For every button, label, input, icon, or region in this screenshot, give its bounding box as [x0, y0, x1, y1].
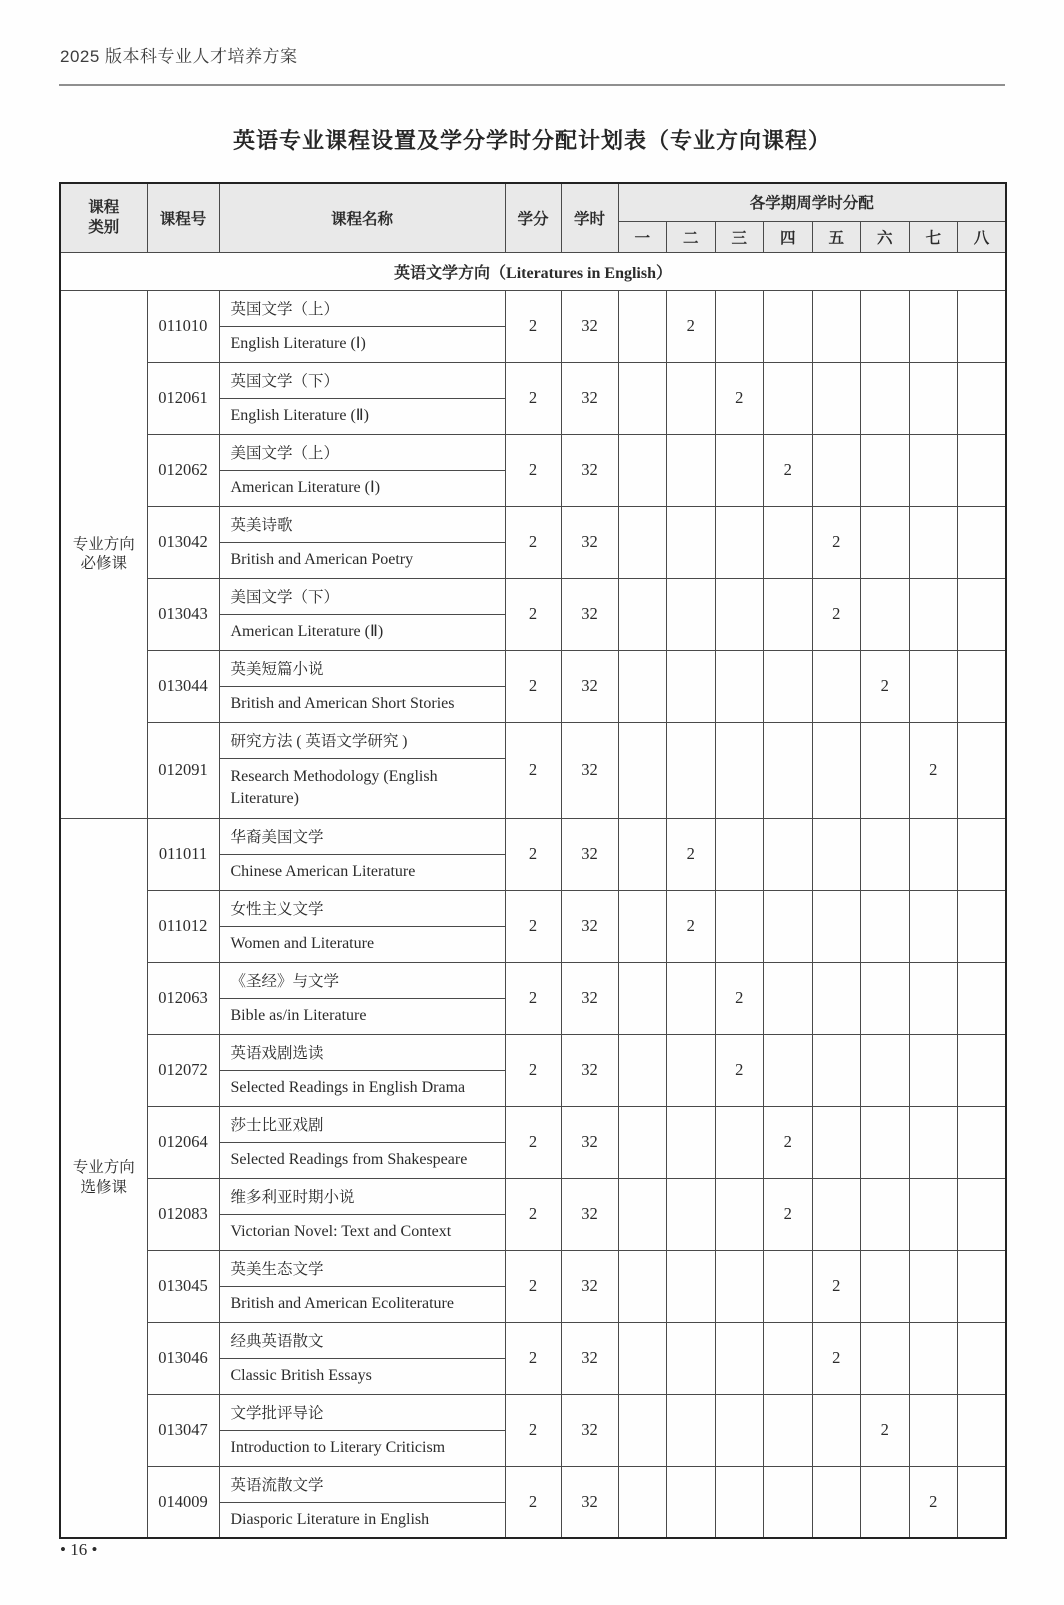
- semester-cell-7: [909, 362, 958, 434]
- table-row: [60, 1322, 1006, 1358]
- credits-cell: 2: [505, 962, 561, 1034]
- credits-cell: 2: [505, 1322, 561, 1394]
- semester-cell-3: [715, 1106, 764, 1178]
- course-code: 013044: [147, 650, 219, 722]
- col-header-sem-3: 三: [715, 221, 764, 252]
- course-name-zh: 美国文学（上）: [219, 434, 505, 470]
- hours-cell: 32: [561, 818, 618, 890]
- semester-cell-6: [861, 1178, 910, 1250]
- semester-cell-6: [861, 290, 910, 362]
- semester-cell-4: 2: [764, 434, 813, 506]
- semester-cell-2: [667, 434, 716, 506]
- credits-cell: 2: [505, 362, 561, 434]
- semester-cell-1: [618, 1034, 667, 1106]
- credits-cell: 2: [505, 1106, 561, 1178]
- course-code: 011011: [147, 818, 219, 890]
- col-header-sem-5: 五: [812, 221, 861, 252]
- course-name-en: British and American Short Stories: [219, 686, 505, 722]
- hours-cell: 32: [561, 1322, 618, 1394]
- semester-cell-6: [861, 722, 910, 818]
- credits-cell: 2: [505, 290, 561, 362]
- credits-cell: 2: [505, 818, 561, 890]
- semester-cell-2: 2: [667, 290, 716, 362]
- semester-cell-7: [909, 890, 958, 962]
- page-title: 英语专业课程设置及学分学时分配计划表（专业方向课程）: [232, 128, 831, 153]
- table-row: [60, 1178, 1006, 1214]
- semester-cell-7: [909, 818, 958, 890]
- semester-cell-2: [667, 1394, 716, 1466]
- course-name-zh: 女性主义文学: [219, 890, 505, 926]
- semester-cell-2: [667, 962, 716, 1034]
- hours-cell: 32: [561, 1034, 618, 1106]
- course-name-zh: 文学批评导论: [219, 1394, 505, 1430]
- hours-cell: 32: [561, 1106, 618, 1178]
- semester-cell-2: [667, 650, 716, 722]
- table-row: [60, 290, 1006, 326]
- semester-cell-8: [958, 506, 1007, 578]
- semester-cell-2: [667, 362, 716, 434]
- semester-cell-8: [958, 1250, 1007, 1322]
- course-code: 013046: [147, 1322, 219, 1394]
- semester-cell-5: [812, 290, 861, 362]
- semester-cell-4: [764, 1322, 813, 1394]
- course-code: 012061: [147, 362, 219, 434]
- semester-cell-8: [958, 890, 1007, 962]
- col-header-category: [60, 183, 147, 252]
- semester-cell-8: [958, 578, 1007, 650]
- semester-cell-2: [667, 506, 716, 578]
- semester-cell-4: [764, 962, 813, 1034]
- direction-row: [60, 252, 1006, 290]
- col-header-category-line1: 课程: [88, 199, 120, 217]
- semester-cell-2: [667, 1466, 716, 1538]
- semester-cell-5: [812, 722, 861, 818]
- course-code: 012064: [147, 1106, 219, 1178]
- col-header-sem-8: 八: [958, 221, 1007, 252]
- course-code: 012062: [147, 434, 219, 506]
- table-row: [60, 1106, 1006, 1142]
- table-row: [60, 362, 1006, 398]
- credits-cell: 2: [505, 1034, 561, 1106]
- credits-cell: 2: [505, 578, 561, 650]
- semester-cell-4: [764, 1034, 813, 1106]
- semester-cell-3: [715, 1178, 764, 1250]
- semester-cell-5: [812, 1466, 861, 1538]
- semester-cell-5: [812, 818, 861, 890]
- semester-cell-7: [909, 1250, 958, 1322]
- credits-cell: 2: [505, 1178, 561, 1250]
- course-name-zh: 英国文学（下）: [219, 362, 505, 398]
- hours-cell: 32: [561, 890, 618, 962]
- semester-cell-4: 2: [764, 1178, 813, 1250]
- hours-cell: 32: [561, 290, 618, 362]
- semester-cell-7: [909, 1322, 958, 1394]
- credits-cell: 2: [505, 1466, 561, 1538]
- semester-cell-3: [715, 434, 764, 506]
- semester-cell-6: 2: [861, 1394, 910, 1466]
- course-name-zh: 华裔美国文学: [219, 818, 505, 854]
- course-code: 011010: [147, 290, 219, 362]
- semester-cell-5: [812, 362, 861, 434]
- course-name-en: Bible as/in Literature: [219, 998, 505, 1034]
- semester-cell-3: 2: [715, 362, 764, 434]
- credits-cell: 2: [505, 650, 561, 722]
- semester-cell-1: [618, 578, 667, 650]
- semester-cell-8: [958, 650, 1007, 722]
- credits-cell: 2: [505, 506, 561, 578]
- course-name-en: American Literature (Ⅱ): [219, 614, 505, 650]
- course-name-en: American Literature (Ⅰ): [219, 470, 505, 506]
- course-name-zh: 美国文学（下）: [219, 578, 505, 614]
- semester-cell-4: [764, 506, 813, 578]
- semester-cell-8: [958, 1178, 1007, 1250]
- semester-cell-2: [667, 1178, 716, 1250]
- table-row: [60, 1034, 1006, 1070]
- table-row: [60, 818, 1006, 854]
- semester-cell-3: [715, 818, 764, 890]
- semester-cell-2: [667, 722, 716, 818]
- semester-cell-8: [958, 962, 1007, 1034]
- semester-cell-7: [909, 650, 958, 722]
- semester-cell-1: [618, 1250, 667, 1322]
- col-header-sem-4: 四: [764, 221, 813, 252]
- semester-cell-3: [715, 1466, 764, 1538]
- semester-cell-6: [861, 962, 910, 1034]
- hours-cell: 32: [561, 722, 618, 818]
- table-row: [60, 506, 1006, 542]
- semester-cell-1: [618, 818, 667, 890]
- course-name-en: English Literature (Ⅰ): [219, 326, 505, 362]
- course-name-zh: 英美短篇小说: [219, 650, 505, 686]
- course-code: 014009: [147, 1466, 219, 1538]
- course-name-zh: 英语流散文学: [219, 1466, 505, 1502]
- semester-cell-1: [618, 362, 667, 434]
- course-name-zh: 英美生态文学: [219, 1250, 505, 1286]
- category-label-line1: 专业方向: [72, 535, 135, 553]
- table-row: [60, 1394, 1006, 1430]
- semester-cell-3: 2: [715, 1034, 764, 1106]
- hours-cell: 32: [561, 434, 618, 506]
- semester-cell-4: [764, 578, 813, 650]
- semester-cell-8: [958, 1034, 1007, 1106]
- semester-cell-7: [909, 1394, 958, 1466]
- course-name-en: Women and Literature: [219, 926, 505, 962]
- semester-cell-5: [812, 1178, 861, 1250]
- semester-cell-1: [618, 434, 667, 506]
- semester-cell-4: 2: [764, 1106, 813, 1178]
- semester-cell-3: [715, 1250, 764, 1322]
- semester-cell-1: [618, 890, 667, 962]
- semester-cell-3: [715, 290, 764, 362]
- course-name-en: Selected Readings from Shakespeare: [219, 1142, 505, 1178]
- semester-cell-2: [667, 1322, 716, 1394]
- course-code: 011012: [147, 890, 219, 962]
- semester-cell-6: [861, 890, 910, 962]
- table-row: [60, 890, 1006, 926]
- category-label-line1: 专业方向: [72, 1159, 135, 1177]
- course-name-en: Victorian Novel: Text and Context: [219, 1214, 505, 1250]
- semester-cell-2: 2: [667, 818, 716, 890]
- course-name-zh: 莎士比亚戏剧: [219, 1106, 505, 1142]
- semester-cell-3: [715, 650, 764, 722]
- semester-cell-1: [618, 1322, 667, 1394]
- table-row: [60, 1250, 1006, 1286]
- semester-cell-8: [958, 362, 1007, 434]
- credits-cell: 2: [505, 434, 561, 506]
- col-header-credits: 学分: [505, 183, 561, 252]
- hours-cell: 32: [561, 1250, 618, 1322]
- semester-cell-7: 2: [909, 1466, 958, 1538]
- course-name-en: Chinese American Literature: [219, 854, 505, 890]
- semester-cell-3: [715, 506, 764, 578]
- semester-cell-8: [958, 290, 1007, 362]
- course-table: [59, 182, 1007, 1539]
- category-label-line2: 选修课: [80, 1178, 127, 1196]
- semester-cell-1: [618, 506, 667, 578]
- semester-cell-3: 2: [715, 962, 764, 1034]
- hours-cell: 32: [561, 1466, 618, 1538]
- course-name-zh: 研究方法 ( 英语文学研究 ): [219, 722, 505, 758]
- semester-cell-1: [618, 1178, 667, 1250]
- semester-cell-4: [764, 1466, 813, 1538]
- table-row: [60, 722, 1006, 758]
- course-name-en: Classic British Essays: [219, 1358, 505, 1394]
- semester-cell-5: [812, 1106, 861, 1178]
- semester-cell-1: [618, 962, 667, 1034]
- semester-cell-7: 2: [909, 722, 958, 818]
- semester-cell-2: [667, 578, 716, 650]
- semester-cell-4: [764, 1394, 813, 1466]
- page-header: 2025 版本科专业人才培养方案: [60, 47, 298, 66]
- semester-cell-1: [618, 722, 667, 818]
- direction-cell: [60, 252, 1006, 290]
- course-code: 013045: [147, 1250, 219, 1322]
- header-rule: [59, 84, 1005, 86]
- semester-cell-4: [764, 1250, 813, 1322]
- course-name-en: English Literature (Ⅱ): [219, 398, 505, 434]
- col-header-name: 课程名称: [219, 183, 505, 252]
- semester-cell-8: [958, 818, 1007, 890]
- semester-cell-4: [764, 890, 813, 962]
- semester-cell-6: 2: [861, 650, 910, 722]
- semester-cell-1: [618, 1106, 667, 1178]
- table-row: [60, 650, 1006, 686]
- semester-cell-7: [909, 290, 958, 362]
- hours-cell: 32: [561, 578, 618, 650]
- semester-cell-7: [909, 1106, 958, 1178]
- course-name-zh: 英国文学（上）: [219, 290, 505, 326]
- col-header-code: 课程号: [147, 183, 219, 252]
- course-name-en: British and American Poetry: [219, 542, 505, 578]
- semester-cell-5: 2: [812, 1250, 861, 1322]
- course-name-zh: 维多利亚时期小说: [219, 1178, 505, 1214]
- col-header-sem-7: 七: [909, 221, 958, 252]
- col-header-sem-1: 一: [618, 221, 667, 252]
- table-row: [60, 578, 1006, 614]
- semester-cell-6: [861, 578, 910, 650]
- semester-cell-2: 2: [667, 890, 716, 962]
- semester-cell-7: [909, 1034, 958, 1106]
- col-header-hours: 学时: [561, 183, 618, 252]
- semester-cell-8: [958, 1106, 1007, 1178]
- semester-cell-3: [715, 1394, 764, 1466]
- semester-cell-4: [764, 362, 813, 434]
- table-row: [60, 962, 1006, 998]
- course-code: 012083: [147, 1178, 219, 1250]
- semester-cell-5: 2: [812, 1322, 861, 1394]
- semester-cell-3: [715, 722, 764, 818]
- semester-cell-1: [618, 290, 667, 362]
- course-name-zh: 经典英语散文: [219, 1322, 505, 1358]
- course-code: 012091: [147, 722, 219, 818]
- semester-cell-4: [764, 650, 813, 722]
- semester-cell-8: [958, 722, 1007, 818]
- hours-cell: 32: [561, 1394, 618, 1466]
- semester-cell-1: [618, 1394, 667, 1466]
- category-label-line2: 必修课: [80, 555, 127, 572]
- semester-cell-4: [764, 290, 813, 362]
- semester-cell-3: [715, 1322, 764, 1394]
- direction-label-zh: 英语文学方向: [394, 264, 491, 282]
- course-name-zh: 英语戏剧选读: [219, 1034, 505, 1070]
- table-row: [60, 434, 1006, 470]
- course-name-en: Diasporic Literature in English: [219, 1502, 505, 1538]
- hours-cell: 32: [561, 1178, 618, 1250]
- hours-cell: 32: [561, 962, 618, 1034]
- semester-cell-5: 2: [812, 506, 861, 578]
- semester-cell-8: [958, 1394, 1007, 1466]
- semester-cell-6: [861, 362, 910, 434]
- semester-cell-5: [812, 434, 861, 506]
- course-name-en: Research Methodology (English Literature): [219, 758, 505, 818]
- col-header-sem-2: 二: [667, 221, 716, 252]
- course-code: 013047: [147, 1394, 219, 1466]
- category-cell-required: [60, 290, 147, 818]
- credits-cell: 2: [505, 1250, 561, 1322]
- semester-cell-6: [861, 818, 910, 890]
- hours-cell: 32: [561, 506, 618, 578]
- semester-cell-5: [812, 1394, 861, 1466]
- page-number: • 16 •: [60, 1540, 98, 1559]
- semester-cell-8: [958, 434, 1007, 506]
- semester-cell-6: [861, 506, 910, 578]
- semester-cell-2: [667, 1250, 716, 1322]
- course-name-en: British and American Ecoliterature: [219, 1286, 505, 1322]
- semester-cell-7: [909, 962, 958, 1034]
- course-name-en: Introduction to Literary Criticism: [219, 1430, 505, 1466]
- semester-cell-7: [909, 506, 958, 578]
- semester-cell-4: [764, 722, 813, 818]
- semester-cell-6: [861, 1034, 910, 1106]
- course-name-zh: 英美诗歌: [219, 506, 505, 542]
- credits-cell: 2: [505, 722, 561, 818]
- semester-cell-5: [812, 650, 861, 722]
- semester-cell-1: [618, 1466, 667, 1538]
- col-header-semester-group: 各学期周学时分配: [618, 183, 1006, 221]
- semester-cell-5: [812, 962, 861, 1034]
- hours-cell: 32: [561, 650, 618, 722]
- category-cell-elective: [60, 818, 147, 1538]
- semester-cell-7: [909, 434, 958, 506]
- semester-cell-6: [861, 1322, 910, 1394]
- semester-cell-3: [715, 890, 764, 962]
- semester-cell-7: [909, 1178, 958, 1250]
- semester-cell-6: [861, 1106, 910, 1178]
- table-header-row: [60, 183, 1006, 221]
- direction-label-en: （Literatures in English）: [490, 264, 672, 282]
- credits-cell: 2: [505, 890, 561, 962]
- semester-cell-4: [764, 818, 813, 890]
- semester-cell-6: [861, 434, 910, 506]
- table-row: [60, 1466, 1006, 1502]
- semester-cell-5: [812, 890, 861, 962]
- semester-cell-6: [861, 1466, 910, 1538]
- semester-cell-1: [618, 650, 667, 722]
- course-code: 013042: [147, 506, 219, 578]
- semester-cell-7: [909, 578, 958, 650]
- course-code: 012063: [147, 962, 219, 1034]
- credits-cell: 2: [505, 1394, 561, 1466]
- hours-cell: 32: [561, 362, 618, 434]
- semester-cell-5: 2: [812, 578, 861, 650]
- semester-cell-5: [812, 1034, 861, 1106]
- semester-cell-6: [861, 1250, 910, 1322]
- semester-cell-2: [667, 1034, 716, 1106]
- course-name-en: Selected Readings in English Drama: [219, 1070, 505, 1106]
- course-name-zh: 《圣经》与文学: [219, 962, 505, 998]
- col-header-category-line2: 类别: [88, 218, 120, 236]
- semester-cell-2: [667, 1106, 716, 1178]
- semester-cell-8: [958, 1322, 1007, 1394]
- semester-cell-3: [715, 578, 764, 650]
- course-code: 013043: [147, 578, 219, 650]
- course-code: 012072: [147, 1034, 219, 1106]
- semester-cell-8: [958, 1466, 1007, 1538]
- col-header-sem-6: 六: [861, 221, 910, 252]
